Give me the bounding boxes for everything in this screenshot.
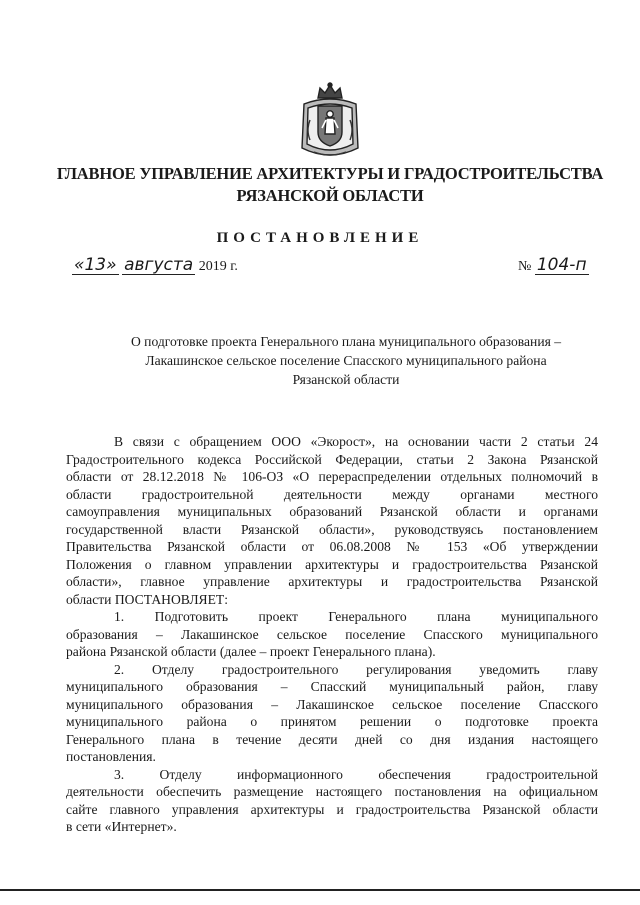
date-month: августа — [124, 255, 194, 275]
coat-of-arms-emblem — [298, 82, 362, 162]
body-line: постановления. — [66, 749, 156, 764]
body-line: Положения о главном управлении архитектуры и градостроительства Рязанской — [66, 556, 598, 572]
body-line: района Рязанской области (далее – проект Генерального плана). — [66, 644, 436, 659]
subject-line: О подготовке проекта Генерального плана муниципального образования – — [130, 334, 562, 349]
body-line: Правительства Рязанской области от 06.08.2008 № 153 «Об утверждении — [66, 539, 598, 554]
document-type-title: ПОСТАНОВЛЕНИЕ — [216, 230, 424, 246]
body-line: муниципального образования – Лакашинское сельское поселение Спасского — [66, 696, 598, 712]
date-year: 2019 г. — [198, 259, 238, 274]
subject-line: Лакашинское сельское поселение Спасского муниципального района — [145, 353, 547, 368]
body-line: образования – Лакашинское сельское поселение Спасского муниципального — [66, 626, 598, 642]
body-line: Градостроительного кодекса Российской Федерации, статьи 2 Закона Рязанской — [66, 451, 598, 467]
body-line: области от 28.12.2018 № 106-ОЗ «О перераспределении отдельных полномочий в — [66, 469, 598, 484]
body-line: 3. Отделу информационного обеспечения градостроительной — [114, 766, 598, 782]
number-value: 104-п — [536, 255, 587, 275]
body-line: деятельности обеспечить размещение настоящего постановления на официальном — [66, 784, 598, 799]
date-day: «13» — [74, 255, 117, 275]
body-line: самоуправления муниципальных образований Рязанской области и органами — [66, 504, 598, 519]
number-label: № — [518, 259, 532, 274]
organization-region: РЯЗАНСКОЙ ОБЛАСТИ — [236, 186, 424, 205]
document-date — [72, 256, 238, 275]
body-line: в сети «Интернет». — [66, 819, 177, 834]
body-line: муниципального образования – Спасский муниципальный район, главу — [66, 679, 598, 694]
body-line: 1. Подготовить проект Генерального плана муниципального — [114, 609, 598, 624]
organization-name: ГЛАВНОЕ УПРАВЛЕНИЕ АРХИТЕКТУРЫ И ГРАДОСТРОИТЕЛЬСТВА — [56, 164, 604, 183]
document-number — [518, 256, 589, 275]
body-line: области», главное управление архитектуры и градостроительства Рязанской — [66, 574, 598, 589]
document-body — [66, 433, 598, 836]
document-subject — [96, 332, 596, 389]
body-line: 2. Отделу градостроительного регулирования уведомить главу — [114, 661, 598, 677]
body-line: области градостроительной деятельности между органами местного — [66, 486, 598, 502]
scan-bottom-edge — [0, 889, 640, 891]
subject-line: Рязанской области — [292, 372, 400, 387]
body-line: Генерального плана в течение десяти дней со дня издания настоящего — [66, 731, 598, 747]
body-line: муниципального района о принятом решении о подготовке проекта — [66, 714, 598, 729]
body-line: В связи с обращением ООО «Экорост», на основании части 2 статьи 24 — [114, 434, 598, 449]
body-line: государственной власти Рязанской области», руководствуясь постановлением — [66, 521, 598, 537]
body-line: области ПОСТАНОВЛЯЕТ: — [66, 591, 229, 607]
body-line: сайте главного управления архитектуры и градостроительства Рязанской области — [66, 801, 598, 817]
